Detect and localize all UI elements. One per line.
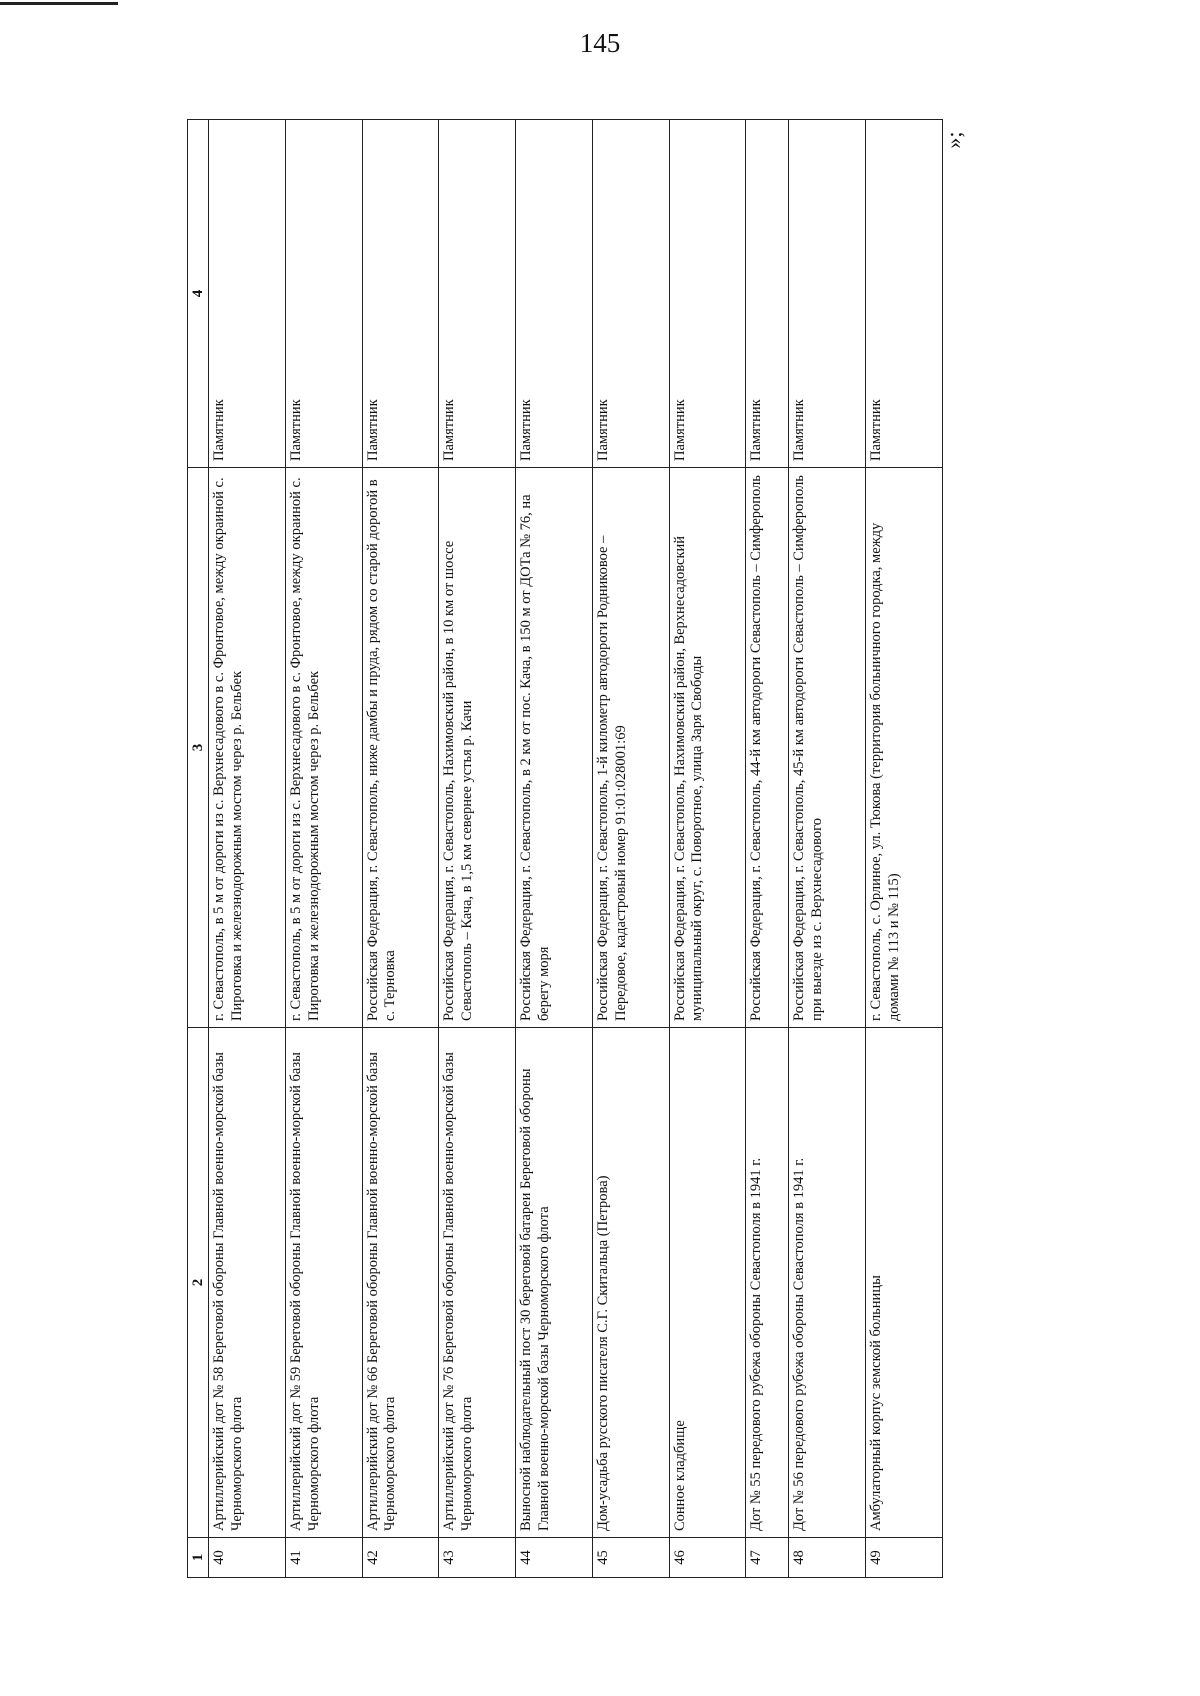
object-name: Артиллерийский дот № 59 Береговой обороны Главной военно-морской базы Черноморского флота (286, 1028, 363, 1538)
object-name: Амбулаторный корпус земской больницы (866, 1028, 943, 1538)
object-category: Памятник (286, 120, 363, 468)
object-name: Дом-усадьба русского писателя С.Г. Скитальца (Петрова) (592, 1028, 669, 1538)
row-number: 46 (669, 1538, 746, 1578)
object-name: Артиллерийский дот № 76 Береговой обороны Главной военно-морской базы Черноморского флота (439, 1028, 516, 1538)
column-header-3: 3 (188, 468, 209, 1028)
row-number: 48 (789, 1538, 866, 1578)
object-category: Памятник (362, 120, 439, 468)
row-number: 49 (866, 1538, 943, 1578)
table-row (746, 120, 789, 1578)
object-location: Российская Федерация, г. Севастополь, Нахимовский район, в 10 км от шоссе Севастополь – Кача, в 1,5 км севернее устья р. Качи (439, 468, 516, 1028)
column-header-2: 2 (188, 1028, 209, 1538)
object-category: Памятник (516, 120, 593, 468)
object-location: Российская Федерация, г. Севастополь, 44-й км автодороги Севастополь – Симферополь (746, 468, 789, 1028)
object-category: Памятник (209, 120, 286, 468)
scan-edge-mark (0, 2, 118, 5)
object-category: Памятник (866, 120, 943, 468)
table-row (592, 120, 669, 1578)
row-number: 42 (362, 1538, 439, 1578)
page-number: 145 (579, 28, 621, 58)
row-number: 45 (592, 1538, 669, 1578)
row-number: 43 (439, 1538, 516, 1578)
object-name: Дот № 56 передового рубежа обороны Севастополя в 1941 г. (789, 1028, 866, 1538)
object-location: г. Севастополь, с. Орлиное, ул. Тюкова (территория больничного городка, между домами № 113 и № 115) (866, 468, 943, 1028)
object-name: Артиллерийский дот № 66 Береговой обороны Главной военно-морской базы Черноморского флота (362, 1028, 439, 1538)
table-row (209, 120, 286, 1578)
object-location: г. Севастополь, в 5 м от дороги из с. Верхнесадового в с. Фронтовое, между окраиной с. Пироговка и железнодорожным мостом через р. Бельбек (286, 468, 363, 1028)
table-header-row (188, 120, 209, 1578)
object-category: Памятник (746, 120, 789, 468)
table-row (286, 120, 363, 1578)
object-category: Памятник (439, 120, 516, 468)
table-row (439, 120, 516, 1578)
object-location: Российская Федерация, г. Севастополь, ниже дамбы и пруда, рядом со старой дорогой в с. Терновка (362, 468, 439, 1028)
rotated-table-container (187, 120, 943, 1578)
object-location: Российская Федерация, г. Севастополь, 45-й км автодороги Севастополь – Симферополь при выезде из с. Верхнесадового (789, 468, 866, 1028)
object-category: Памятник (592, 120, 669, 468)
table-row (669, 120, 746, 1578)
object-category: Памятник (669, 120, 746, 468)
object-location: г. Севастополь, в 5 м от дороги из с. Верхнесадового в с. Фронтовое, между окраиной с. Пироговка и железнодорожным мостом через р. Бельбек (209, 468, 286, 1028)
column-header-4: 4 (188, 120, 209, 468)
row-number: 41 (286, 1538, 363, 1578)
table-row (866, 120, 943, 1578)
row-number: 40 (209, 1538, 286, 1578)
monuments-table (187, 119, 943, 1578)
object-location: Российская Федерация, г. Севастополь, Нахимовский район, Верхнесадовский муниципальный округ, с. Поворотное, улица Заря Свободы (669, 468, 746, 1028)
object-name: Сонное кладбище (669, 1028, 746, 1538)
object-location: Российская Федерация, г. Севастополь, в 2 км от пос. Кача, в 150 м от ДОТа № 76, на берегу моря (516, 468, 593, 1028)
column-header-1: 1 (188, 1538, 209, 1578)
object-category: Памятник (789, 120, 866, 468)
object-name: Артиллерийский дот № 58 Береговой обороны Главной военно-морской базы Черноморского флота (209, 1028, 286, 1538)
object-name: Дот № 55 передового рубежа обороны Севастополя в 1941 г. (746, 1028, 789, 1538)
closing-quote-mark: »; (941, 131, 966, 149)
table-row (362, 120, 439, 1578)
table-row (789, 120, 866, 1578)
row-number: 47 (746, 1538, 789, 1578)
object-name: Выносной наблюдательный пост 30 береговой батареи Береговой обороны Главной военно-морской базы Черноморского флота (516, 1028, 593, 1538)
table-row (516, 120, 593, 1578)
object-location: Российская Федерация, г. Севастополь, 1-й километр автодороги Родниковое – Передовое, кадастровый номер 91:01:028001:69 (592, 468, 669, 1028)
row-number: 44 (516, 1538, 593, 1578)
